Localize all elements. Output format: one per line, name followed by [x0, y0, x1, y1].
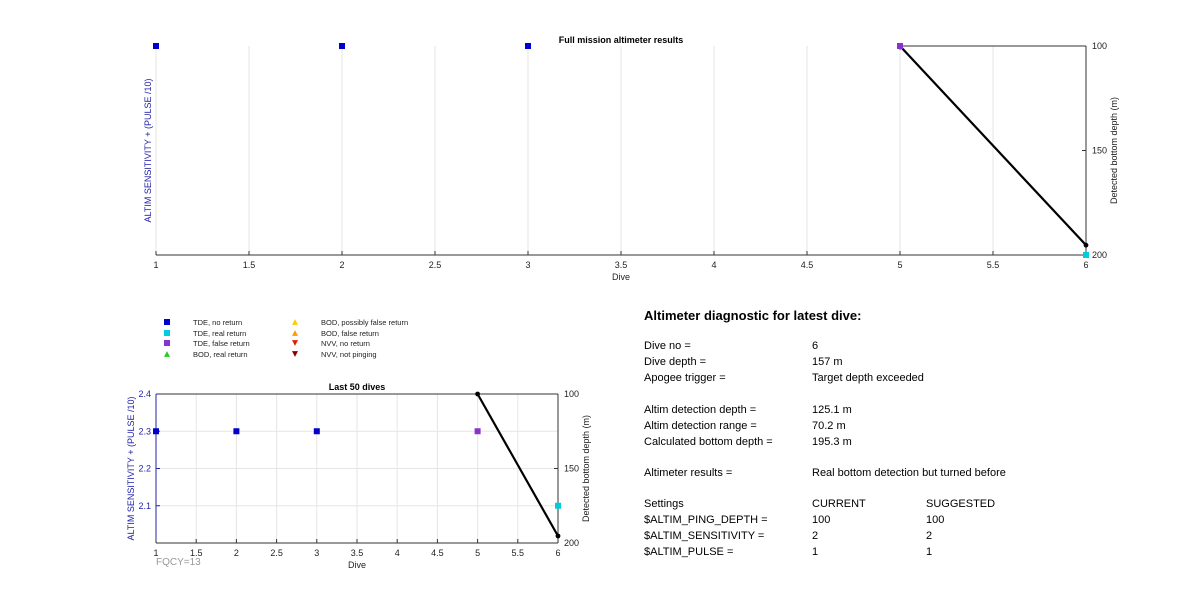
dive-depth-label: Dive depth =: [644, 356, 707, 368]
legend-label: NVV, no return: [321, 339, 370, 348]
chart1-x-tick-label: 2.5: [428, 260, 442, 270]
legend-label: BOD, possibly false return: [321, 318, 409, 327]
chart2-x-tick-label: 1: [153, 548, 159, 558]
chart2-x-tick-label: 4.5: [431, 548, 444, 558]
chart1-data-point: [525, 43, 531, 49]
chart2-left-y-tick-label: 2.3: [138, 426, 151, 437]
diag-row-altimeter-results: [644, 465, 1124, 481]
chart2-bottom-depth-point: [556, 534, 561, 539]
detection-range-label: Altim detection range =: [644, 420, 757, 432]
diag-row-ping-depth: [644, 512, 1124, 528]
chart1-x-tick-label: 2: [339, 260, 345, 270]
chart1-x-tick-label: 6: [1083, 260, 1089, 270]
chart2-x-axis-label: Dive: [347, 560, 367, 570]
chart1-bottom-depth-point: [1084, 243, 1089, 248]
chart2-right-y-tick-label: 150: [564, 463, 580, 474]
chart2-data-point: [475, 428, 481, 434]
chart1-x-tick-label: 4: [711, 260, 717, 270]
legend-label: BOD, false return: [321, 329, 379, 338]
legend-marker: [292, 351, 298, 357]
chart1-x-tick-label: 3.5: [614, 260, 628, 270]
chart2-right-y-axis-label: Detected bottom depth (m): [581, 414, 591, 523]
chart2-right-y-tick-label: 200: [564, 538, 580, 548]
apogee-trigger-label: Apogee trigger =: [644, 372, 726, 384]
apogee-trigger-value: Target depth exceeded: [812, 372, 924, 384]
bottom-depth-value: 195.3 m: [812, 436, 852, 448]
legend-marker: [164, 319, 170, 325]
bottom-depth-label: Calculated bottom depth =: [644, 436, 773, 448]
legend-label: TDE, no return: [193, 318, 243, 327]
legend-marker: [292, 319, 298, 325]
chart2-data-point: [314, 428, 320, 434]
sensitivity-suggested: 2: [926, 530, 933, 542]
detection-depth-value: 125.1 m: [812, 404, 852, 416]
current-header: CURRENT: [812, 498, 866, 510]
chart2-bottom-depth-point: [475, 392, 480, 397]
chart2-x-tick-label: 2.5: [270, 548, 283, 558]
chart2-x-tick-label: 3.5: [350, 548, 364, 558]
fqcy-label: FQCY=13: [156, 557, 201, 568]
ping-depth-suggested: 100: [926, 514, 945, 526]
chart2-x-tick-label: 3: [314, 548, 320, 558]
chart2-left-y-axis-label: ALTIM SENSITIVITY + (PULSE /10): [126, 396, 136, 541]
chart1-title: Full mission altimeter results: [558, 35, 684, 45]
legend-marker: [164, 330, 170, 336]
diag-row-sensitivity: [644, 528, 1124, 544]
altimeter-results-label: Altimeter results =: [644, 467, 733, 479]
chart2-left-y-tick-label: 2.4: [138, 389, 151, 399]
chart2-data-point: [555, 503, 561, 509]
chart2-x-tick-label: 2: [233, 548, 239, 558]
legend-label: NVV, not pinging: [321, 350, 377, 359]
diag-row-detection-depth: [644, 402, 1124, 418]
legend-marker: [292, 340, 298, 346]
diag-row-dive-no: [644, 338, 1124, 354]
chart2-left-y-tick-label: 2.2: [138, 463, 151, 474]
diag-row-bottom-depth: [644, 434, 1124, 450]
chart1-data-point: [897, 43, 903, 49]
chart1-data-point: [153, 43, 159, 49]
diag-row-pulse: [644, 544, 1124, 560]
chart1-data-point: [339, 43, 345, 49]
chart1-right-y-tick-label: 100: [1092, 41, 1108, 51]
legend-marker: [164, 340, 170, 346]
altimeter-results-value: Real bottom detection but turned before: [812, 467, 1006, 479]
legend-marker: [164, 351, 170, 357]
chart2-x-tick-label: 5: [475, 548, 481, 558]
chart2-x-tick-label: 4: [394, 548, 400, 558]
chart2-data-point: [153, 428, 159, 434]
chart2-title: Last 50 dives: [328, 382, 386, 392]
detection-depth-label: Altim detection depth =: [644, 404, 757, 416]
chart1-right-y-tick-label: 150: [1092, 145, 1108, 156]
dive-no-value: 6: [812, 340, 819, 352]
diag-row-settings-header: [644, 496, 1124, 512]
chart1-x-tick-label: 5.5: [986, 260, 1000, 270]
diag-row-apogee-trigger: [644, 370, 1124, 386]
diag-row-detection-range: [644, 418, 1124, 434]
chart1-x-axis-label: Dive: [611, 272, 631, 282]
chart1-left-y-axis-label: ALTIM SENSITIVITY + (PULSE /10): [143, 78, 153, 223]
legend-label: TDE, real return: [193, 329, 247, 338]
chart1-x-tick-label: 5: [897, 260, 903, 270]
chart2-right-y-tick-label: 100: [564, 389, 580, 399]
settings-label: Settings: [644, 498, 684, 510]
diagnostic-title: Altimeter diagnostic for latest dive:: [644, 308, 862, 323]
ping-depth-current: 100: [812, 514, 831, 526]
ping-depth-label: $ALTIM_PING_DEPTH =: [644, 514, 768, 526]
pulse-suggested: 1: [926, 546, 933, 558]
chart2-left-y-tick-label: 2.1: [138, 500, 151, 511]
chart1-x-tick-label: 1: [153, 260, 159, 270]
dive-no-label: Dive no =: [644, 340, 691, 352]
chart1-x-tick-label: 4.5: [800, 260, 814, 270]
pulse-label: $ALTIM_PULSE =: [644, 546, 734, 558]
pulse-current: 1: [812, 546, 819, 558]
legend-label: BOD, real return: [193, 350, 248, 359]
chart2-data-point: [233, 428, 239, 434]
suggested-header: SUGGESTED: [926, 498, 996, 510]
chart2-x-tick-label: 5.5: [511, 548, 525, 558]
chart1-x-tick-label: 1.5: [242, 260, 256, 270]
legend-label: TDE, false return: [193, 339, 250, 348]
chart2-x-tick-label: 1.5: [189, 548, 203, 558]
chart1-data-point: [1083, 252, 1089, 258]
chart1-x-tick-label: 3: [525, 260, 531, 270]
detection-range-value: 70.2 m: [812, 420, 846, 432]
diag-row-dive-depth: [644, 354, 1124, 370]
dive-depth-value: 157 m: [812, 356, 843, 368]
chart1-right-y-tick-label: 200: [1092, 250, 1108, 260]
legend-marker: [292, 330, 298, 336]
chart1-right-y-axis-label: Detected bottom depth (m): [1109, 96, 1119, 205]
sensitivity-label: $ALTIM_SENSITIVITY =: [644, 530, 765, 542]
sensitivity-current: 2: [812, 530, 819, 542]
chart2-x-tick-label: 6: [555, 548, 561, 558]
